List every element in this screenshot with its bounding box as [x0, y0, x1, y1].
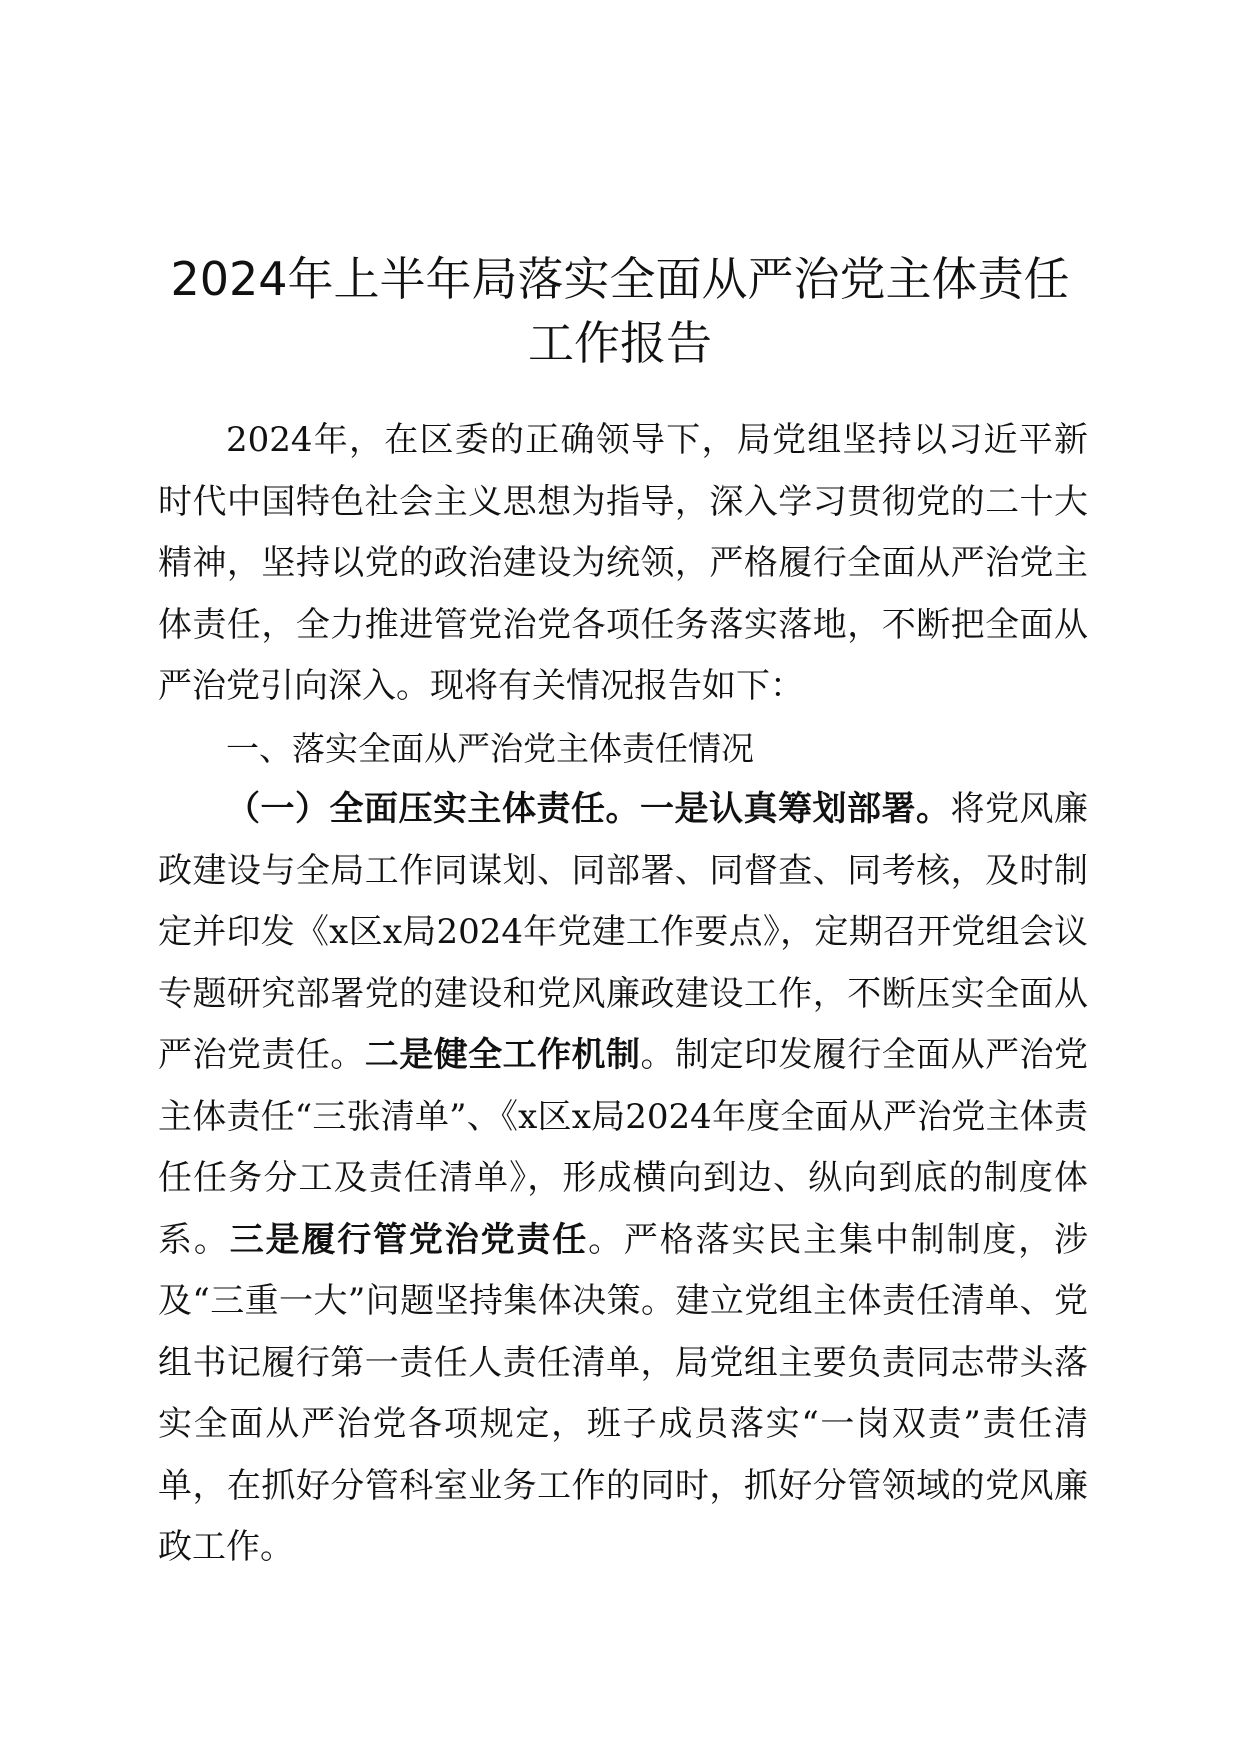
document-title-line1: 2024年上半年局落实全面从严治党主体责任 — [170, 252, 1070, 306]
point2-label: 二是健全工作机制 — [364, 1035, 641, 1075]
intro-paragraph: 2024年，在区委的正确领导下，局党组坚持以习近平新时代中国特色社会主义思想为指导，深入学习贯彻党的二十大精神，坚持以党的政治建设为统领，严格履行全面从严治党主体责任，全力推进管党治党各项任务落实落地，不断把全面从严治党引向深入。现将有关情况报告如下： — [158, 420, 1088, 706]
section-heading: 一、落实全面从严治党主体责任情况 — [226, 728, 754, 768]
point3-text: 。严格落实民主集中制制度，涉及“三重一大”问题坚持集体决策。建立党组主体责任清单、党组书记履行第一责任人责任清单，局党组主要负责同志带头落实全面从严治党各项规定，班子成员落实“一岗双责”责任清单，在抓好分管科室业务工作的同时，抓好分管领域的党风廉政工作。 — [158, 1219, 1089, 1567]
point1-label: 一是认真筹划部署。 — [640, 789, 951, 829]
point3-label: 三是履行管党治党责任 — [229, 1219, 589, 1260]
point1-text: 将党风廉政建设与全局工作同谋划、同部署、同督查、同考核，及时制定并印发《x区x局2024年党建工作要点》，定期召开党组会议专题研究部署党的建设和党风廉政建设工作，不断压实全面从严治党责任。 — [158, 789, 1088, 1075]
point2-text: 。制定印发履行全面从严治党主体责任“三张清单”、《x区x局2024年度全面从严治党主体责任任务分工及责任清单》，形成横向到边、纵向到底的制度体系。 — [158, 1035, 1089, 1260]
section-paragraph — [158, 779, 1088, 1579]
document-title-line2: 工作报告 — [528, 316, 712, 370]
sub-heading: （一）全面压实主体责任。 — [226, 789, 640, 829]
document-body — [158, 410, 1088, 1579]
